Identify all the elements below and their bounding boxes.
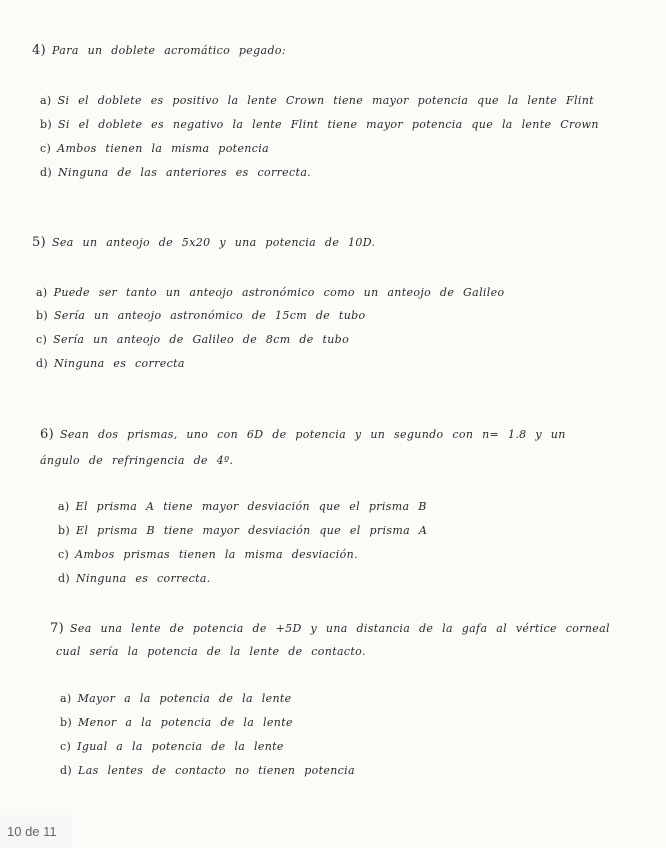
option-text: Si el doblete es positivo la lente Crown tiene mayor potencia que la lente Flint <box>57 94 594 107</box>
question-5-option-d <box>36 357 185 371</box>
question-number: 4) <box>32 43 47 58</box>
question-6-heading-continued <box>40 454 233 468</box>
option-text: Menor a la potencia de la lente <box>78 716 293 729</box>
option-letter: c) <box>40 142 52 155</box>
question-4-heading <box>32 44 286 58</box>
question-6-heading <box>40 428 566 442</box>
question-number: 7) <box>50 621 65 636</box>
question-6-option-c <box>58 548 358 562</box>
option-letter: c) <box>36 333 48 346</box>
option-text: Ninguna es correcta. <box>76 572 211 585</box>
option-letter: b) <box>60 716 73 729</box>
option-text: Ninguna es correcta <box>54 357 185 370</box>
option-text: Ambos prismas tienen la misma desviación. <box>75 548 358 561</box>
option-text: Mayor a la potencia de la lente <box>77 692 292 705</box>
option-letter: d) <box>60 764 73 777</box>
option-letter: d) <box>40 166 53 179</box>
option-letter: c) <box>60 740 72 753</box>
question-prompt: Sea una lente de potencia de +5D y una distancia de la gafa al vértice corneal <box>70 622 610 635</box>
option-text: Igual a la potencia de la lente <box>77 740 284 753</box>
option-text: El prisma B tiene mayor desviación que el prisma A <box>76 524 428 537</box>
option-letter: d) <box>36 357 49 370</box>
option-text: Ninguna de las anteriores es correcta. <box>58 166 312 179</box>
option-letter: a) <box>40 94 52 107</box>
option-letter: b) <box>40 118 53 131</box>
option-letter: a) <box>36 286 48 299</box>
page-indicator: 10 de 11 <box>0 815 72 848</box>
option-text: El prisma A tiene mayor desviación que el prisma B <box>75 500 427 513</box>
question-prompt: ángulo de refringencia de 4º. <box>40 454 234 467</box>
question-number: 5) <box>32 235 47 250</box>
question-prompt: Sean dos prismas, uno con 6D de potencia y un segundo con n= 1.8 y un <box>60 428 566 441</box>
option-letter: b) <box>58 524 71 537</box>
option-text: Si el doblete es negativo la lente Flint tiene mayor potencia que la lente Crown <box>58 118 599 131</box>
question-5-option-a <box>36 286 505 300</box>
question-6-option-b <box>58 524 427 538</box>
option-text: Ambos tienen la misma potencia <box>57 142 270 155</box>
question-5-option-b <box>36 309 366 323</box>
option-letter: d) <box>58 572 71 585</box>
option-text: Sería un anteojo de Galileo de 8cm de tubo <box>53 333 350 346</box>
option-text: Puede ser tanto un anteojo astronómico como un anteojo de Galileo <box>53 286 505 299</box>
question-7-heading <box>50 622 610 636</box>
question-5-option-c <box>36 333 349 347</box>
option-letter: a) <box>60 692 72 705</box>
option-letter: c) <box>58 548 70 561</box>
question-7-option-d <box>60 764 355 778</box>
question-7-option-b <box>60 716 293 730</box>
option-text: Sería un anteojo astronómico de 15cm de tubo <box>54 309 366 322</box>
option-text: Las lentes de contacto no tienen potencia <box>78 764 355 777</box>
question-7-option-c <box>60 740 284 754</box>
option-letter: b) <box>36 309 49 322</box>
question-4-option-d <box>40 166 311 180</box>
question-6-option-d <box>58 572 211 586</box>
question-7-heading-continued <box>56 645 366 659</box>
question-4-option-a <box>40 94 594 108</box>
question-prompt: Sea un anteojo de 5x20 y una potencia de 10D. <box>52 236 376 249</box>
option-letter: a) <box>58 500 70 513</box>
question-4-option-b <box>40 118 599 132</box>
question-prompt: cual sería la potencia de la lente de contacto. <box>56 645 366 658</box>
question-5-heading <box>32 236 375 250</box>
question-4-option-c <box>40 142 269 156</box>
question-prompt: Para un doblete acromático pegado: <box>52 44 286 57</box>
question-7-option-a <box>60 692 292 706</box>
question-number: 6) <box>40 427 55 442</box>
question-6-option-a <box>58 500 427 514</box>
